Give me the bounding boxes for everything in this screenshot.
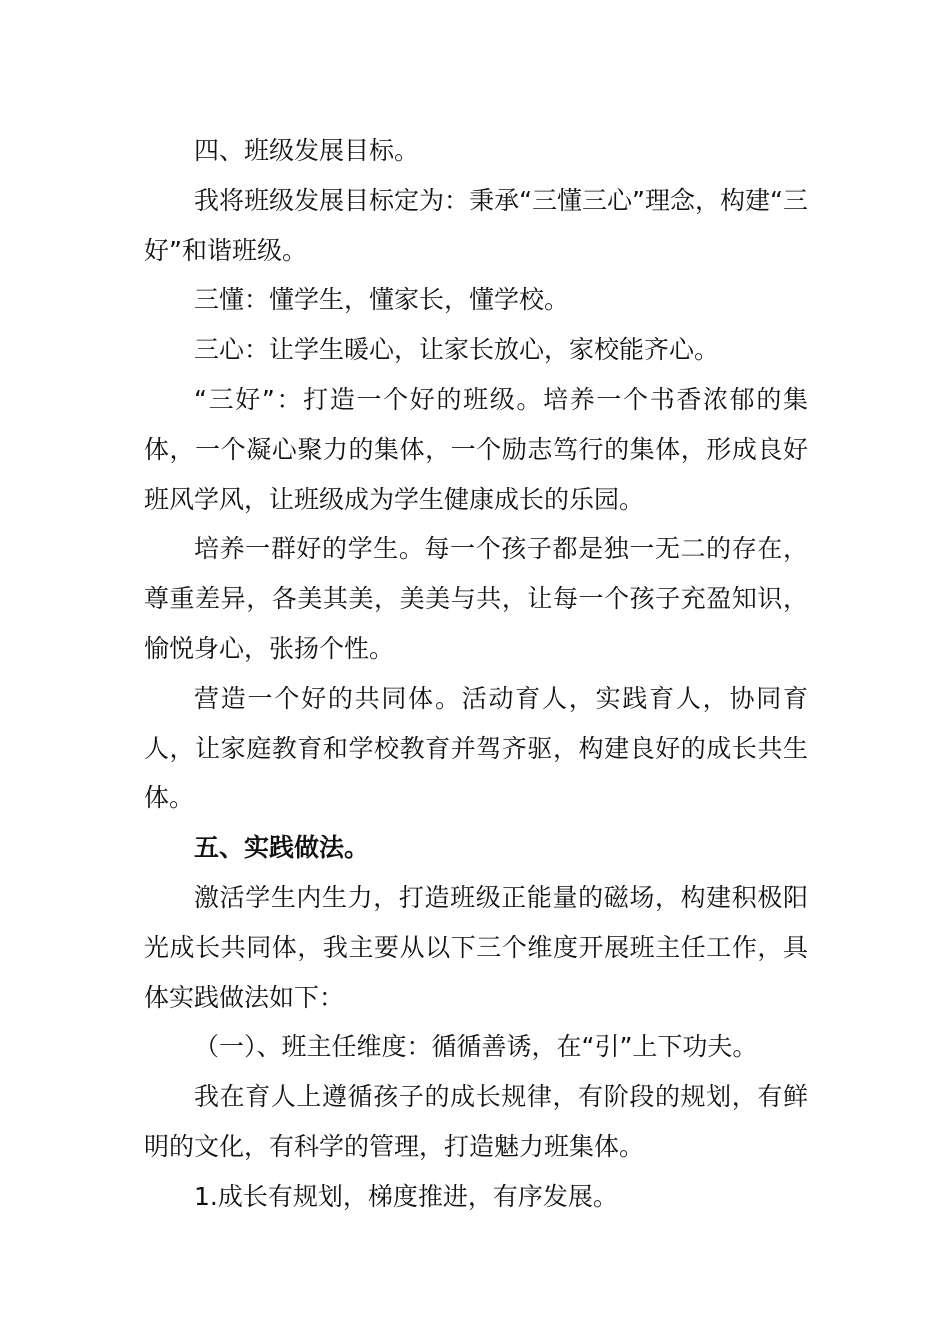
paragraph-teacher-approach: 我在育人上遵循孩子的成长规律，有阶段的规划，有鲜明的文化，有科学的管理，打造魅力班集体。 xyxy=(144,1082,808,1161)
section-heading-practice: 五、实践做法。 xyxy=(194,833,370,863)
subheading-teacher-dimension: （一）、班主任维度：循循善诱，在“引”上下功夫。 xyxy=(194,1032,758,1062)
paragraph-good-students: 培养一群好的学生。每一个孩子都是独一无二的存在，尊重差异，各美其美，美美与共，让每一个孩子充盈知识，愉悦身心，张扬个性。 xyxy=(144,534,808,663)
document-body xyxy=(144,126,808,1222)
paragraph-goal-statement: 我将班级发展目标定为：秉承“三懂三心”理念，构建“三好”和谐班级。 xyxy=(144,185,808,265)
paragraph-good-community: 营造一个好的共同体。活动育人，实践育人，协同育人，让家庭教育和学校教育并驾齐驱，构建良好的成长共生体。 xyxy=(144,683,808,813)
paragraph-three-hearts: 三心：让学生暖心，让家长放心，家校能齐心。 xyxy=(194,335,720,365)
paragraph-three-understandings: 三懂：懂学生，懂家长，懂学校。 xyxy=(194,285,570,315)
section-heading-goals: 四、班级发展目标。 xyxy=(194,136,420,165)
paragraph-three-goods-class: “三好”：打造一个好的班级。培养一个书香浓郁的集体，一个凝心聚力的集体，一个励志笃行的集体，形成良好班风学风，让班级成为学生健康成长的乐园。 xyxy=(144,384,808,514)
list-item-growth-plan: 1.成长有规划，梯度推进，有序发展。 xyxy=(194,1181,618,1211)
paragraph-practice-intro: 激活学生内生力，打造班级正能量的磁场，构建积极阳光成长共同体，我主要从以下三个维度开展班主任工作，具体实践做法如下： xyxy=(144,882,808,1012)
